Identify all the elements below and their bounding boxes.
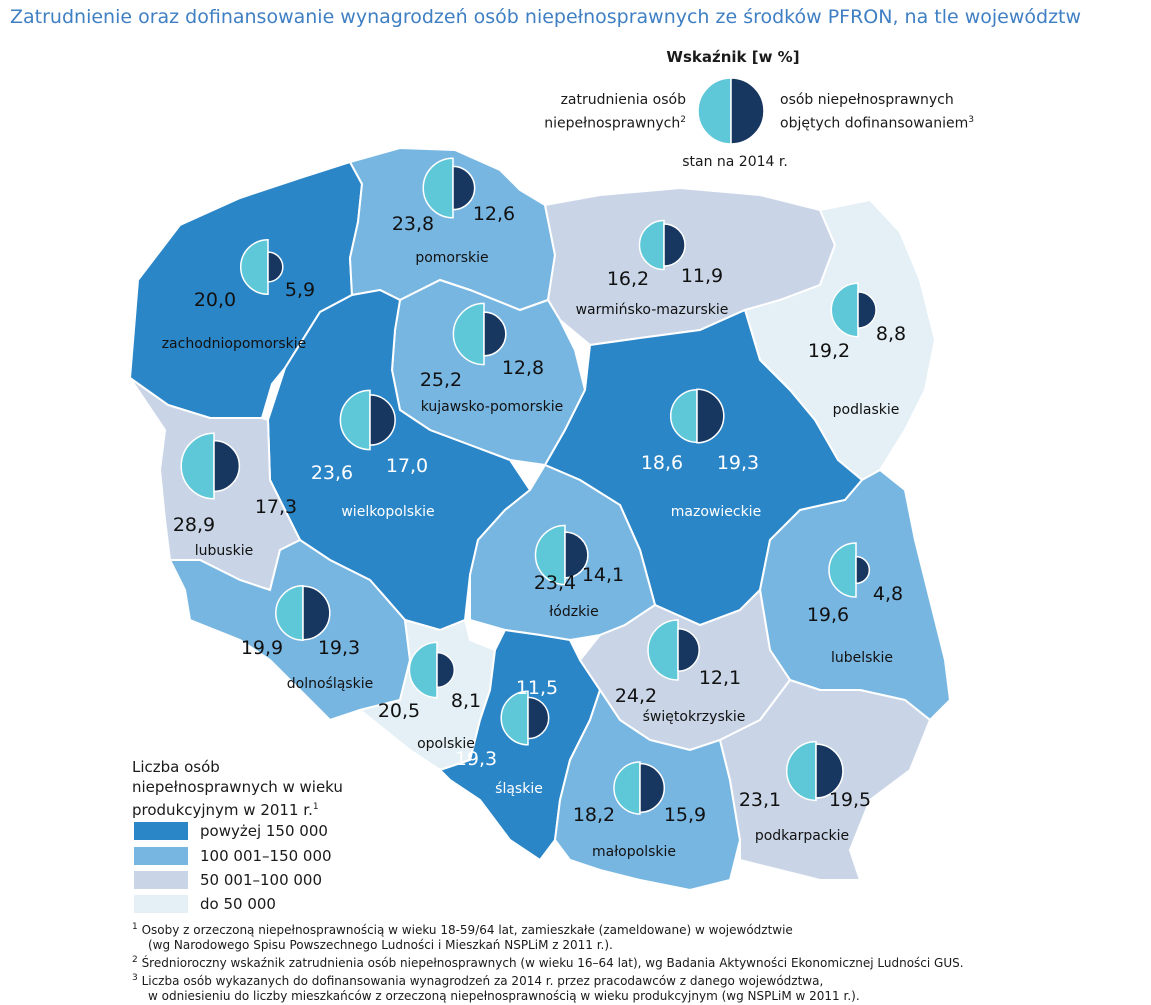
footnote-marker: 1 [132, 922, 138, 932]
footnote [132, 938, 964, 953]
legend-swatch [134, 847, 188, 865]
key-subsidy-label [780, 90, 980, 134]
value-subsidy-podlaskie: 8,8 [875, 323, 907, 345]
legend-label: 50 001–100 000 [200, 871, 323, 889]
value-subsidy-dolnoslaskie: 19,3 [317, 637, 361, 659]
legend-label: powyżej 150 000 [200, 822, 328, 840]
value-subsidy-lubuskie: 17,3 [254, 496, 298, 518]
value-employment-podlaskie: 19,2 [807, 340, 851, 362]
label-dolnoslaskie: dolnośląskie [286, 676, 374, 692]
value-subsidy-lodzkie: 14,1 [581, 564, 625, 586]
label-lubuskie: lubuskie [194, 543, 254, 559]
value-subsidy-lubelskie: 4,8 [872, 583, 904, 605]
value-employment-pomorskie: 23,8 [391, 213, 435, 235]
label-slaskie: śląskie [495, 781, 543, 797]
label-podlaskie: podlaskie [832, 402, 900, 418]
footnote-text: Liczba osób wykazanych do dofinansowania wynagrodzeń za 2014 r. przez pracodawców z danego województwa, [141, 974, 824, 988]
label-lubelskie: lubelskie [830, 650, 894, 666]
label-wielkopolskie: wielkopolskie [341, 504, 435, 520]
footnote [132, 953, 964, 971]
legend-title-sup: 1 [312, 802, 319, 812]
key-half-employment [698, 78, 731, 144]
footnote [132, 971, 964, 989]
legend-swatch [134, 895, 188, 913]
label-pomorskie: pomorskie [415, 250, 489, 266]
key-subsidy-line1: osób niepełnosprawnych [780, 92, 954, 108]
label-opolskie: opolskie [417, 736, 475, 752]
footnote [132, 920, 964, 938]
value-subsidy-slaskie: 11,5 [515, 677, 559, 699]
value-subsidy-malopolskie: 15,9 [663, 804, 707, 826]
legend-title-line3: produkcyjnym w 2011 r. [132, 801, 313, 819]
value-subsidy-wielkopolskie: 17,0 [385, 455, 429, 477]
label-mazowieckie: mazowieckie [670, 504, 762, 520]
value-subsidy-warminsko-mazurskie: 11,9 [680, 265, 724, 287]
key-employment-label [530, 90, 686, 134]
key-title: Wskaźnik [w %] [666, 48, 800, 66]
value-employment-zachodniopomorskie: 20,0 [193, 289, 237, 311]
footnote-text: Średnioroczny wskaźnik zatrudnienia osób niepełnosprawnych (w wieku 16–64 lat), wg Badania Aktywności Ekonomicznej Ludności GUS. [141, 956, 964, 970]
value-employment-dolnoslaskie: 19,9 [240, 637, 284, 659]
footnote-text: (wg Narodowego Spisu Powszechnego Ludności i Mieszkań NSPLiM z 2011 r.). [148, 938, 613, 952]
legend-label: 100 001–150 000 [200, 847, 332, 865]
key-date: stan na 2014 r. [682, 154, 788, 170]
value-subsidy-pomorskie: 12,6 [472, 203, 516, 225]
footnote-text: w odniesieniu do liczby mieszkańców z orzeczoną niepełnosprawnością w wieku produkcyjnym (wg NSPLiM w 2011 r.). [148, 989, 860, 1003]
value-subsidy-podkarpackie: 19,5 [828, 789, 872, 811]
value-employment-lubuskie: 28,9 [172, 514, 216, 536]
legend-label: do 50 000 [200, 895, 276, 913]
label-swietokrzyskie: świętokrzyskie [642, 709, 746, 725]
key-employment-line2: niepełnosprawnych [544, 115, 681, 132]
value-employment-mazowieckie: 18,6 [640, 452, 684, 474]
label-malopolskie: małopolskie [591, 844, 677, 860]
key-subsidy-sup: 3 [968, 115, 974, 125]
key-employment-line1: zatrudnienia osób [560, 92, 686, 108]
key-half-subsidy [731, 78, 764, 144]
value-subsidy-swietokrzyskie: 12,1 [698, 667, 742, 689]
label-lodzkie: łódzkie [549, 604, 599, 620]
label-zachodniopomorskie: zachodniopomorskie [161, 336, 307, 352]
value-employment-podkarpackie: 23,1 [738, 789, 782, 811]
value-subsidy-kujawsko-pomorskie: 12,8 [501, 357, 545, 379]
legend-title [132, 757, 343, 820]
legend-title-line1: Liczba osób [132, 758, 220, 776]
value-employment-kujawsko-pomorskie: 25,2 [419, 369, 463, 391]
value-subsidy-zachodniopomorskie: 5,9 [284, 279, 316, 301]
value-employment-swietokrzyskie: 24,2 [614, 685, 658, 707]
footnote-text: Osoby z orzeczoną niepełnosprawnością w wieku 18-59/64 lat, zamieszkałe (zameldowane) w województwie [141, 923, 793, 937]
footnote [132, 989, 964, 1004]
legend-swatch [134, 822, 188, 840]
value-employment-wielkopolskie: 23,6 [310, 462, 354, 484]
value-employment-warminsko-mazurskie: 16,2 [606, 268, 650, 290]
footnote-marker: 2 [132, 955, 138, 965]
label-warminsko-mazurskie: warmińsko-mazurskie [575, 302, 729, 318]
legend-swatch [134, 871, 188, 889]
key-employment-sup: 2 [680, 115, 686, 125]
value-employment-slaskie: 19,3 [454, 748, 498, 770]
label-kujawsko-pomorskie: kujawsko-pomorskie [420, 399, 564, 415]
footnotes [132, 920, 964, 1004]
footnote-marker: 3 [132, 973, 138, 983]
page-title: Zatrudnienie oraz dofinansowanie wynagrodzeń osób niepełnosprawnych ze środków PFRON, na tle województw [10, 6, 1082, 28]
label-podkarpackie: podkarpackie [754, 828, 850, 844]
value-employment-malopolskie: 18,2 [572, 804, 616, 826]
value-subsidy-opolskie: 8,1 [450, 690, 482, 712]
value-employment-lubelskie: 19,6 [806, 604, 850, 626]
key-subsidy-line2: objętych dofinansowaniem [780, 115, 969, 132]
value-employment-opolskie: 20,5 [377, 700, 421, 722]
value-subsidy-mazowieckie: 19,3 [716, 452, 760, 474]
value-employment-lodzkie: 23,4 [533, 572, 577, 594]
legend-title-line2: niepełnosprawnych w wieku [132, 778, 343, 796]
